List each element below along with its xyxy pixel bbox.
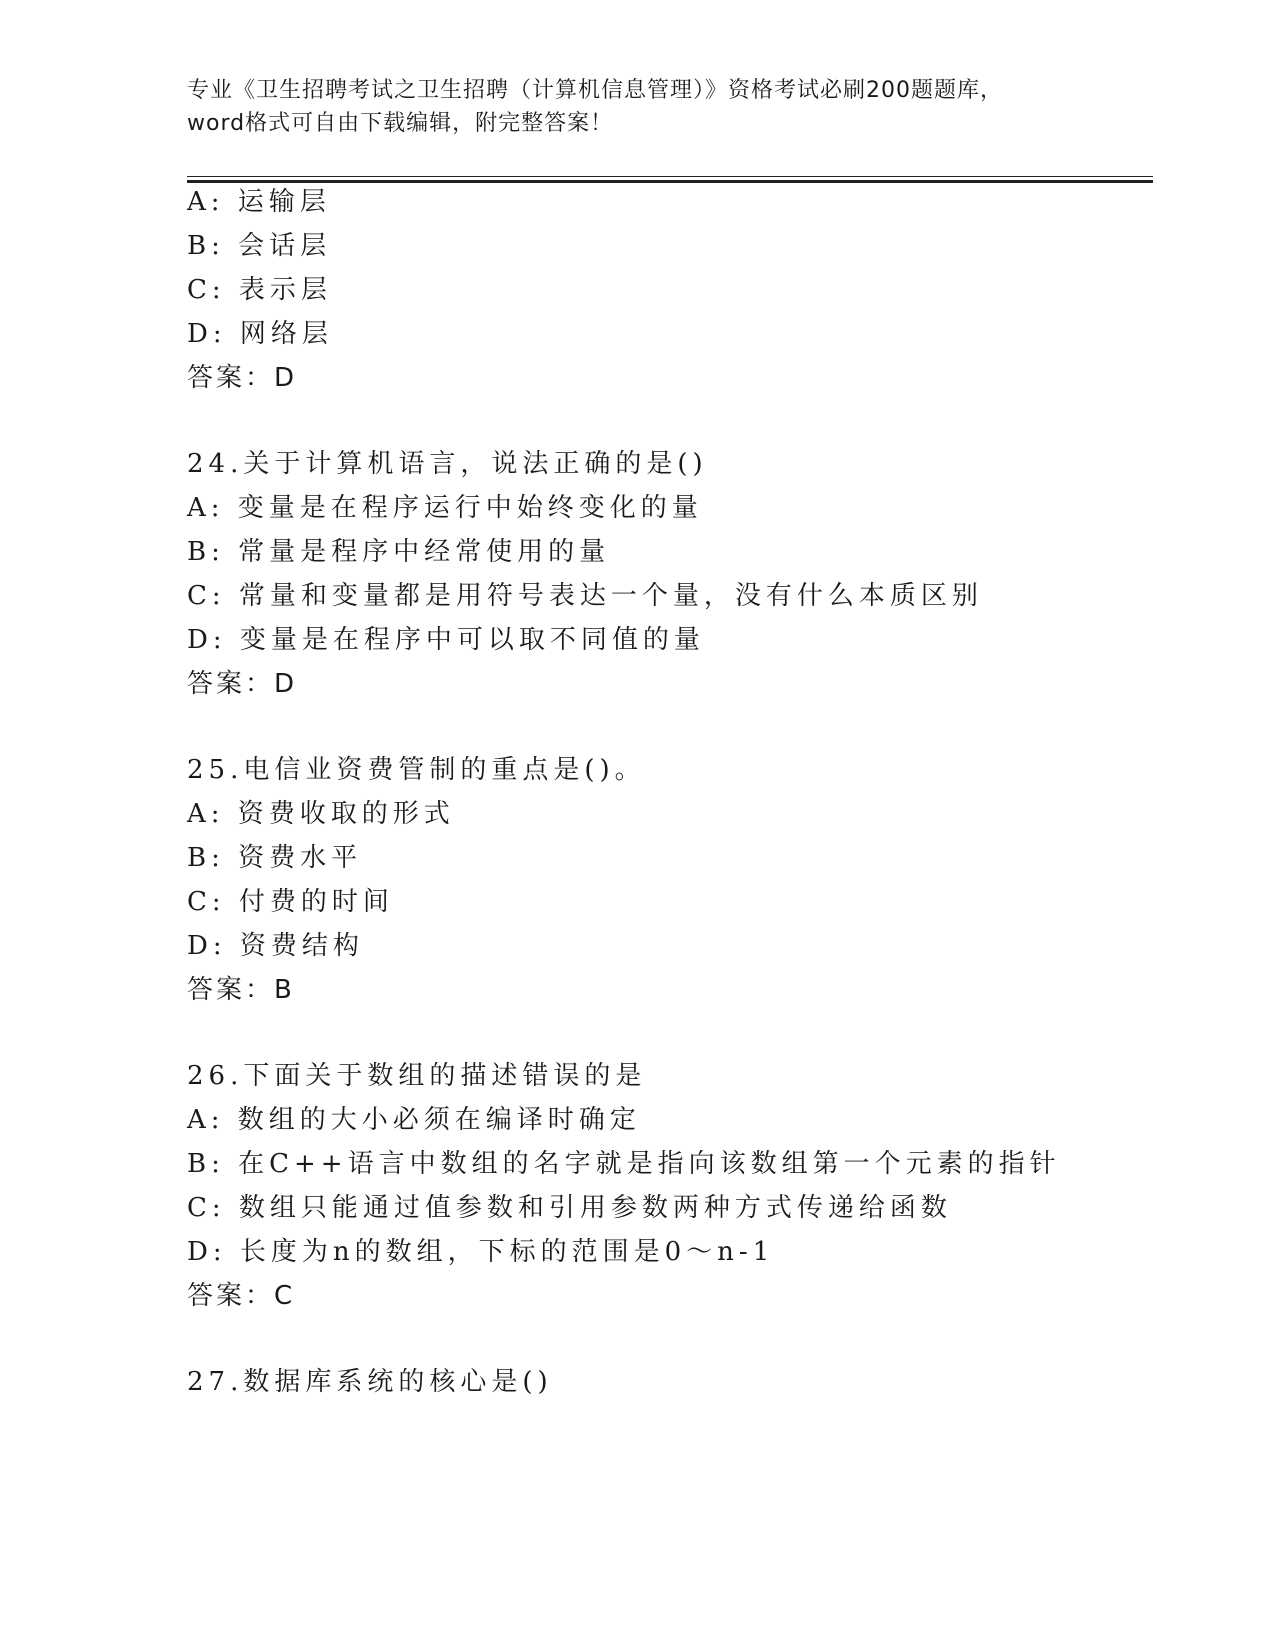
answer-line: 答案：C <box>187 1281 296 1311</box>
document-header <box>187 74 1087 140</box>
option-a: A: 变量是在程序运行中始终变化的量 <box>187 493 703 523</box>
option-c: C: 付费的时间 <box>187 887 394 917</box>
option-b: B: 会话层 <box>187 231 332 261</box>
option-d: D: 变量是在程序中可以取不同值的量 <box>187 625 705 655</box>
option-b: B: 在C++语言中数组的名字就是指向该数组第一个元素的指针 <box>187 1149 1061 1179</box>
option-b: B: 常量是程序中经常使用的量 <box>187 537 611 567</box>
question-25: 25.电信业资费管制的重点是()。 <box>187 755 646 785</box>
option-c: C: 数组只能通过值参数和引用参数两种方式传递给函数 <box>187 1193 952 1223</box>
option-a: A: 运输层 <box>187 187 331 217</box>
question-27: 27.数据库系统的核心是() <box>187 1367 553 1397</box>
option-b: B: 资费水平 <box>187 843 363 873</box>
option-c: C: 常量和变量都是用符号表达一个量，没有什么本质区别 <box>187 581 983 611</box>
question-26: 26.下面关于数组的描述错误的是 <box>187 1061 647 1091</box>
question-24: 24.关于计算机语言，说法正确的是() <box>187 449 708 479</box>
header-line-2: word格式可自由下载编辑，附完整答案！ <box>187 111 614 136</box>
answer-line: 答案：D <box>187 363 298 393</box>
option-d: D: 长度为n的数组，下标的范围是0～n-1 <box>187 1237 775 1267</box>
answer-line: 答案：D <box>187 669 298 699</box>
header-divider-thin <box>187 176 1153 177</box>
header-line-1: 专业《卫生招聘考试之卫生招聘（计算机信息管理）》资格考试必刷200题题库， <box>187 78 1003 103</box>
option-c: C: 表示层 <box>187 275 332 305</box>
option-d: D: 资费结构 <box>187 931 364 961</box>
option-a: A: 资费收取的形式 <box>187 799 455 829</box>
option-a: A: 数组的大小必须在编译时确定 <box>187 1105 641 1135</box>
header-divider-thick <box>187 180 1153 183</box>
answer-line: 答案：B <box>187 975 295 1005</box>
option-d: D: 网络层 <box>187 319 333 349</box>
